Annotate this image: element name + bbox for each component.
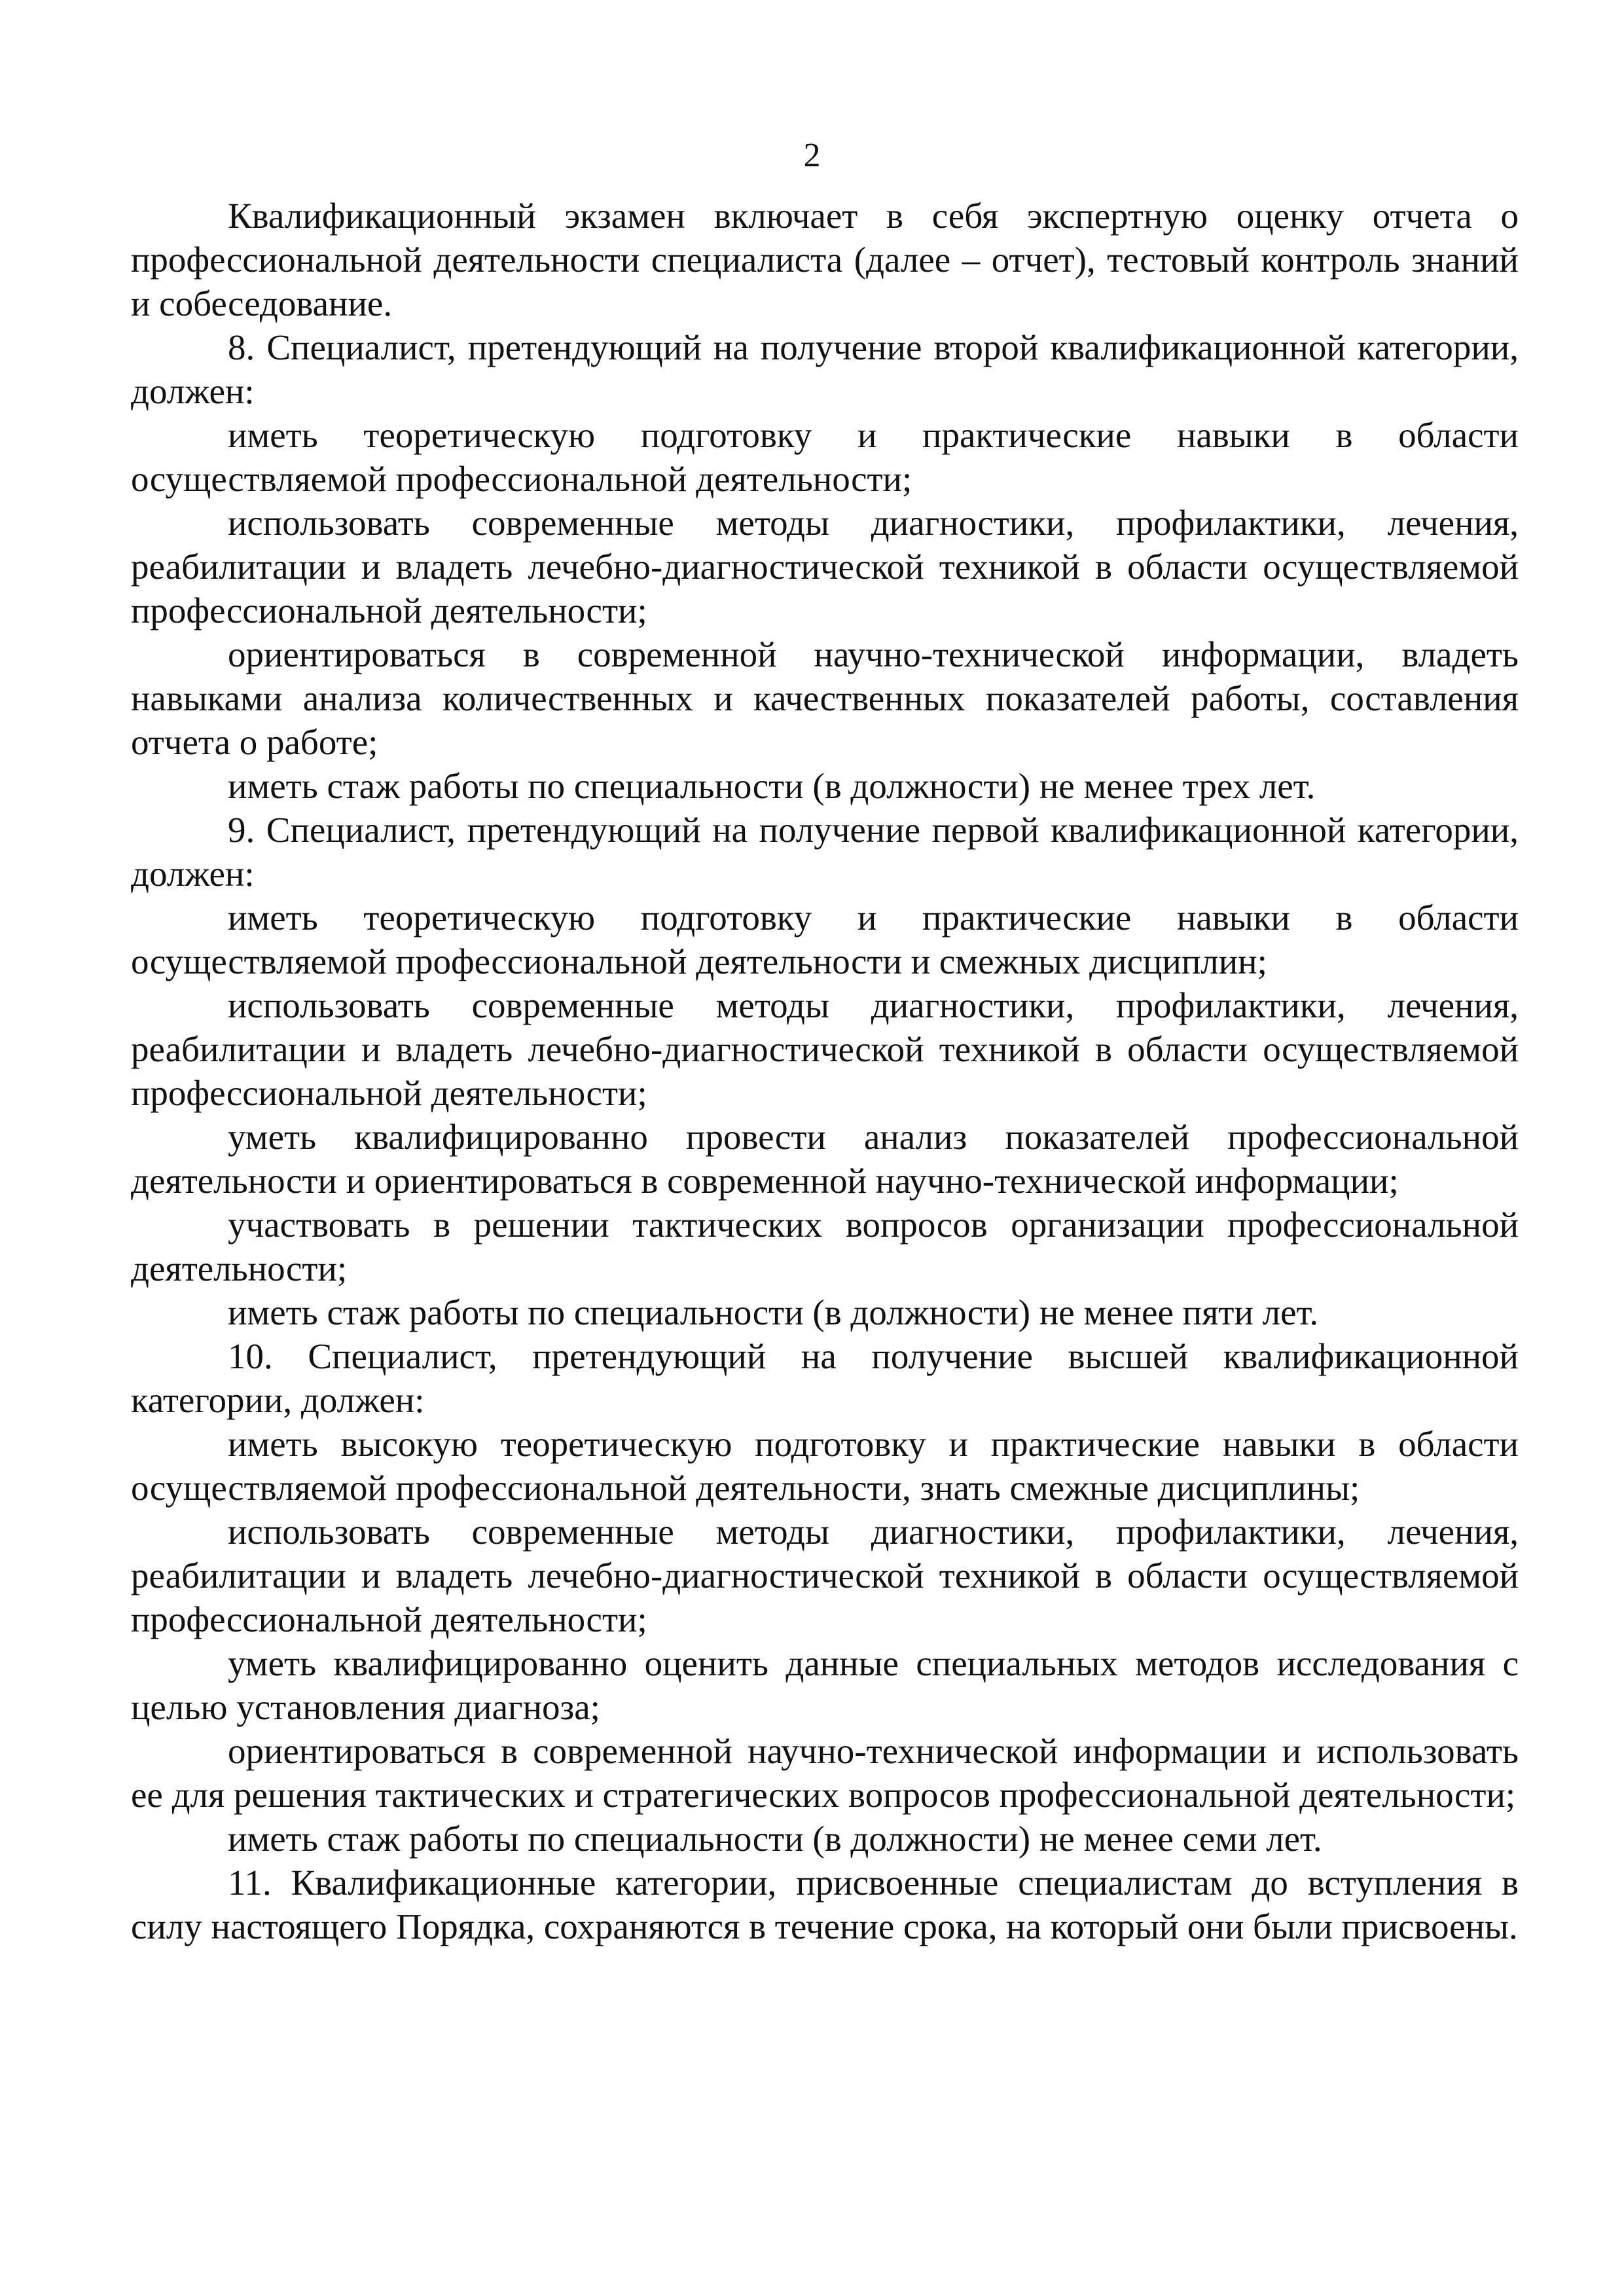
paragraph-clause-11: 11. Квалификационные категории, присвоенные специалистам до вступления в силу настоящего Порядка, сохраняются в течение срока, на который они были присвоены. [131, 1863, 1519, 1946]
page-number: 2 [803, 137, 821, 174]
paragraph-clause-8: 8. Специалист, претендующий на получение второй квалификационной категории, должен: [131, 327, 1519, 411]
paragraph-requirement: иметь стаж работы по специальности (в должности) не менее пяти лет. [228, 1292, 1319, 1332]
paragraph-requirement: иметь высокую теоретическую подготовку и практические навыки в области осуществляемой профессиональной деятельности, знать смежные дисциплины; [131, 1424, 1519, 1508]
paragraph-requirement: использовать современные методы диагностики, профилактики, лечения, реабилитации и владеть лечебно-диагностической техникой в области осуществляемой профессиональной деятельности; [131, 985, 1519, 1113]
paragraph-exam-intro: Квалификационный экзамен включает в себя экспертную оценку отчета о профессиональной деятельности специалиста (далее – отчет), тестовый контроль знаний и собеседование. [131, 196, 1519, 323]
paragraph-requirement: иметь стаж работы по специальности (в должности) не менее трех лет. [228, 766, 1316, 806]
paragraph-requirement: иметь теоретическую подготовку и практические навыки в области осуществляемой профессиональной деятельности; [131, 415, 1519, 499]
paragraph-requirement: использовать современные методы диагностики, профилактики, лечения, реабилитации и владеть лечебно-диагностической техникой в области осуществляемой профессиональной деятельности; [131, 1512, 1519, 1639]
paragraph-requirement: иметь теоретическую подготовку и практические навыки в области осуществляемой профессиональной деятельности и смежных дисциплин; [131, 898, 1519, 981]
paragraph-requirement: использовать современные методы диагностики, профилактики, лечения, реабилитации и владеть лечебно-диагностической техникой в области осуществляемой профессиональной деятельности; [131, 503, 1519, 630]
paragraph-requirement: участвовать в решении тактических вопросов организации профессиональной деятельности; [131, 1205, 1519, 1288]
paragraph-clause-9: 9. Специалист, претендующий на получение первой квалификационной категории, должен: [131, 810, 1519, 894]
paragraph-requirement: ориентироваться в современной научно-технической информации и использовать ее для решения тактических и стратегических вопросов профессиональной деятельности; [131, 1731, 1519, 1815]
document-body [131, 194, 1519, 1948]
paragraph-clause-10: 10. Специалист, претендующий на получение высшей квалификационной категории, должен: [131, 1336, 1519, 1420]
paragraph-requirement: уметь квалифицированно оценить данные специальных методов исследования с целью установления диагноза; [131, 1643, 1519, 1727]
paragraph-requirement: иметь стаж работы по специальности (в должности) не менее семи лет. [228, 1819, 1322, 1859]
paragraph-requirement: уметь квалифицированно провести анализ показателей профессиональной деятельности и ориентироваться в современной научно-технической информации; [131, 1117, 1519, 1201]
paragraph-requirement: ориентироваться в современной научно-технической информации, владеть навыками анализа количественных и качественных показателей работы, составления отчета о работе; [131, 634, 1519, 762]
